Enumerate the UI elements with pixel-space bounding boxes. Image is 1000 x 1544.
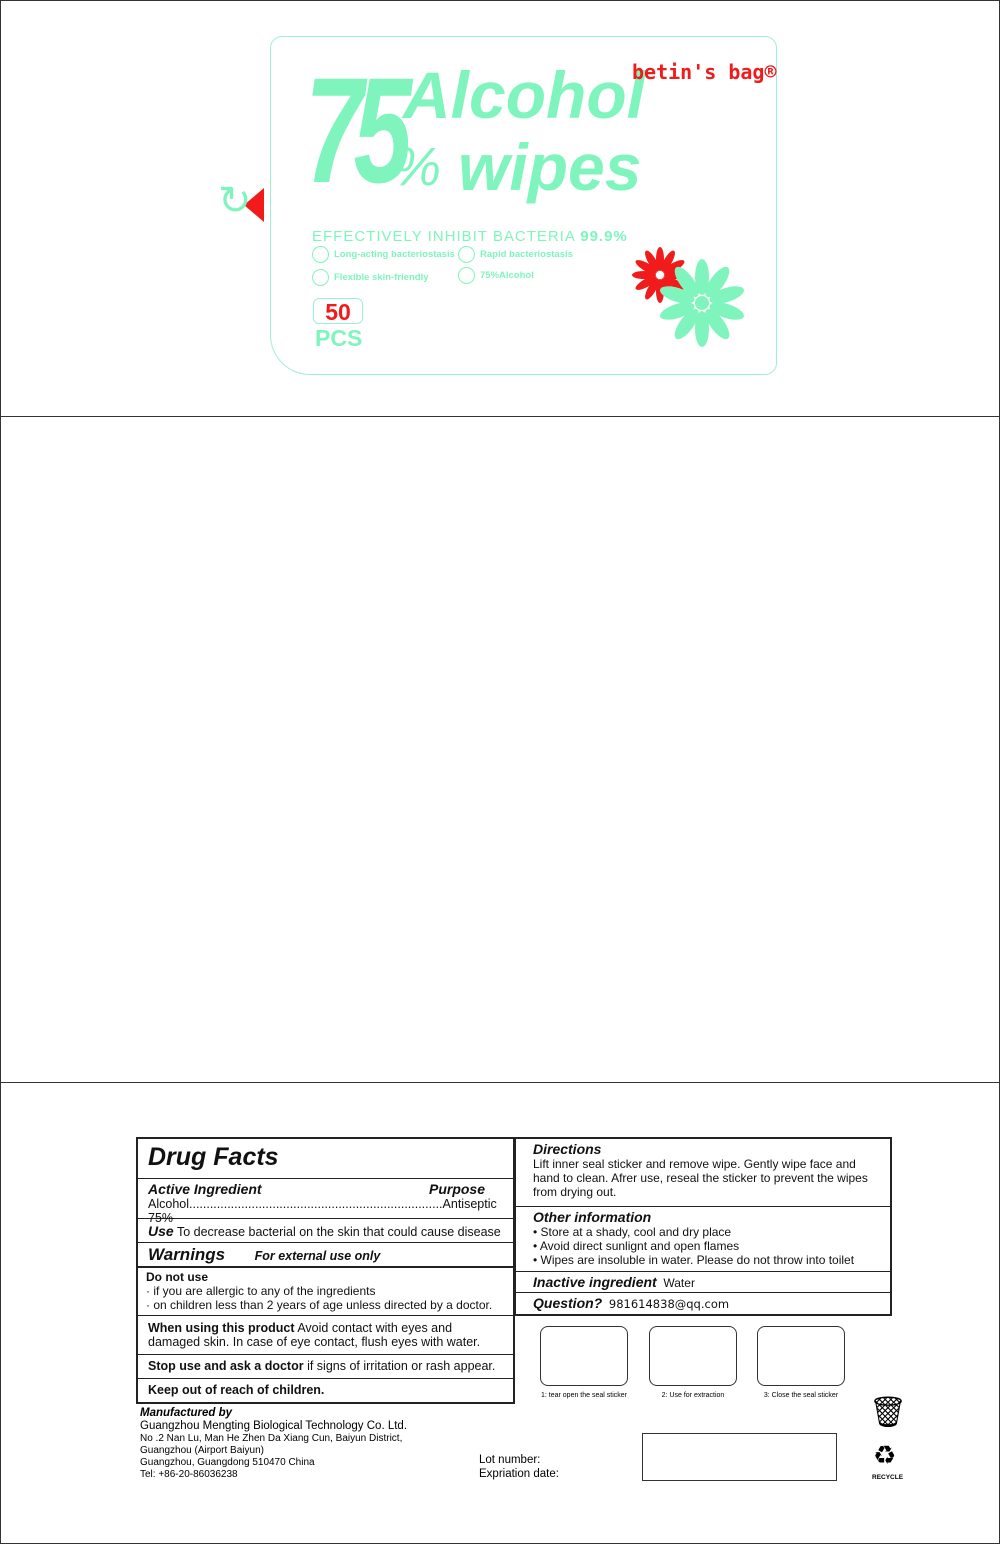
- trash-icon: 🗑: [869, 1396, 908, 1429]
- other-heading: Other information: [533, 1209, 652, 1225]
- count-unit: PCS: [315, 325, 363, 351]
- title-alcohol: Alcohol: [403, 58, 645, 132]
- hand-close-icon: [757, 1326, 845, 1386]
- active-heading: Active Ingredient: [148, 1181, 262, 1197]
- address-line: Guangzhou (Airport Baiyun): [140, 1445, 264, 1456]
- drug-facts-left: Drug Facts Active Ingredient Purpose Alcohol 75% ......................................................................... Antiseptic Use To decrease bacterial on the skin that could cause disease Warnings For external use only Do not use · if you are allergic to any of the ingredients · on children less than 2 years of age unless directed by a doctor. When using this product Avoid contact with eyes and damaged skin. In case of eye contact, flush eyes with water. Stop use and ask a doctor if signs of irritation or rash appear. Keep out of reach of children.: [136, 1137, 515, 1404]
- use-heading: Use: [148, 1223, 174, 1239]
- stop-text: if signs of irritation or rash appear.: [307, 1359, 496, 1373]
- feature: [312, 246, 455, 263]
- do-not-use-item: · if you are allergic to any of the ingredients: [146, 1284, 376, 1298]
- use-text: To decrease bacterial on the skin that could cause disease: [176, 1225, 501, 1239]
- hand-tear-icon: [540, 1326, 628, 1386]
- question-heading: Question?: [533, 1295, 603, 1311]
- leaf-icon: [458, 246, 475, 263]
- expiration-label: Expriation date:: [479, 1468, 559, 1480]
- address-line: Guangzhou, Guangdong 510470 China: [140, 1457, 315, 1468]
- feature-text: Flexible skin-friendly: [334, 272, 429, 283]
- stop-heading: Stop use and ask a doctor: [148, 1359, 304, 1373]
- keep-out: Keep out of reach of children.: [148, 1383, 325, 1397]
- tagline-text: EFFECTIVELY INHIBIT BACTERIA: [312, 228, 576, 245]
- warnings-heading: Warnings: [148, 1245, 226, 1264]
- other-item: Wipes are insoluble in water. Please do not throw into toilet: [540, 1253, 855, 1267]
- feature-text: Long-acting bacteriostasis: [334, 249, 455, 260]
- title-percent: %: [393, 137, 442, 197]
- when-using-text: Avoid contact with eyes and damaged skin. In case of eye contact, flush eyes with water.: [148, 1321, 481, 1349]
- manufacturer: [140, 1407, 407, 1481]
- eye-icon: [312, 269, 329, 286]
- big-number: 75: [305, 46, 403, 214]
- directions-heading: Directions: [533, 1141, 602, 1157]
- brand-logo: betin's bag®: [632, 60, 777, 84]
- purpose-heading: Purpose: [428, 1181, 485, 1197]
- manufacturer-heading: Manufactured by: [140, 1407, 233, 1419]
- feature-text: Rapid bacteriostasis: [480, 249, 573, 260]
- tagline: [312, 228, 628, 245]
- other-item: Avoid direct sunlignt and open flames: [539, 1239, 740, 1253]
- feature: [312, 269, 429, 286]
- clock-icon: [312, 246, 329, 263]
- when-using-heading: When using this product: [148, 1321, 295, 1335]
- feature: [458, 267, 534, 284]
- warnings-sub: For external use only: [254, 1249, 381, 1263]
- lot-label: Lot number:: [479, 1454, 541, 1466]
- lot-info: [479, 1453, 559, 1481]
- manufacturer-name: Guangzhou Mengting Biological Technology Co. Ltd.: [140, 1420, 408, 1432]
- phone: Tel: +86-20-86036238: [140, 1469, 238, 1480]
- lot-box: [642, 1433, 837, 1481]
- feature-text: 75%Alcohol: [480, 270, 534, 281]
- inactive: Water: [663, 1276, 695, 1290]
- feature: [458, 246, 573, 263]
- count: 50: [313, 298, 363, 324]
- divider: [0, 1082, 1000, 1083]
- title-wipes: wipes: [458, 130, 642, 204]
- other-item: Store at a shady, cool and dry place: [540, 1225, 732, 1239]
- drug-facts-title: Drug Facts: [148, 1143, 279, 1171]
- inactive-heading: Inactive ingredient: [533, 1274, 657, 1290]
- recycle-label: RECYCLE: [872, 1474, 904, 1481]
- step-caption: 2: Use for extraction: [661, 1392, 725, 1399]
- divider: [0, 416, 1000, 417]
- recycle-icon: ♻: [873, 1440, 897, 1470]
- drug-facts-right: Directions Lift inner seal sticker and remove wipe. Gently wipe face and hand to clean. Afrer use, reseal the sticker to prevent the wipes from drying out. Other information • Store at a shady, cool and dry place • Avoid direct sunlignt and open flames • Wipes are insoluble in water. Please do not throw into toilet Inactive ingredient Water Question? 981614838@qq.com: [514, 1137, 892, 1316]
- step-caption: 3: Close the seal sticker: [763, 1392, 839, 1399]
- rotate-arrow-icon: ↻: [218, 179, 252, 223]
- flower-icon: [630, 245, 755, 355]
- step: [757, 1326, 845, 1399]
- step: [649, 1326, 737, 1399]
- step: [540, 1326, 628, 1399]
- active-ingredient: Alcohol 75%: [148, 1197, 189, 1225]
- hand-extract-icon: [649, 1326, 737, 1386]
- directions-text: Lift inner seal sticker and remove wipe. Gently wipe face and hand to clean. Afrer use, reseal the sticker to prevent the wipes from drying out.: [533, 1157, 868, 1199]
- address-line: No .2 Nan Lu, Man He Zhen Da Xiang Cun, Baiyun District,: [140, 1433, 403, 1444]
- do-not-use-heading: Do not use: [146, 1270, 208, 1284]
- purpose: Antiseptic: [442, 1197, 497, 1211]
- do-not-use-item: · on children less than 2 years of age unless directed by a doctor.: [146, 1298, 493, 1312]
- question-email: 981614838@qq.com: [608, 1297, 730, 1311]
- tagline-pct: 99.9%: [580, 228, 628, 245]
- step-caption: 1: tear open the seal sticker: [541, 1392, 627, 1399]
- flask-icon: [458, 267, 475, 284]
